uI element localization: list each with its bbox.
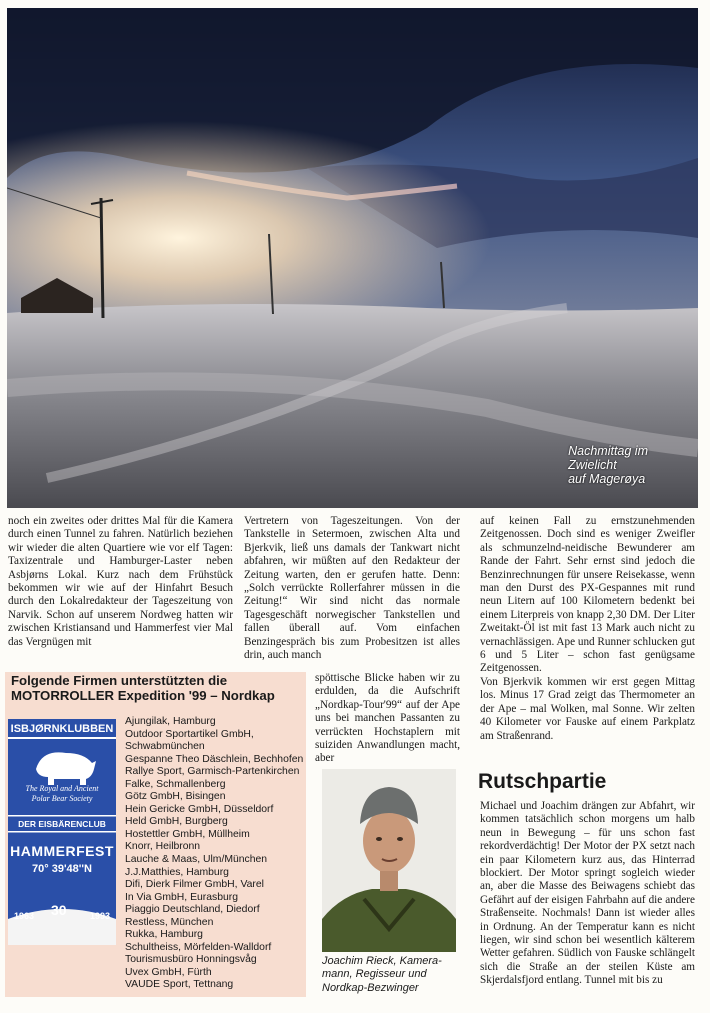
club-coordinates: 70° 39'48''N <box>32 863 92 875</box>
article-text: Vertretern von Tageszeitungen. Von der Tankstelle in Setermoen, zwischen Alta und Bjerkvik, ließ uns damals der Tankwart nicht abfahren, wir müßten auf den Redakteur der Zeitung warten, den er gerufen hatte. Denn: „Solch verrückte Rollerfahrer müssen in die Zeitung!“ Wir sind nicht das normale Tagesgeschäft norwegischer Tankstellen und fallen überall auf. Vom einfachen Benzingespräch bis zum Probesitzen ist alles drin, auch manch <box>244 515 460 662</box>
club-german-name: DER EISBÄRENCLUB <box>18 819 106 829</box>
sponsor-item: Schwabmünchen <box>125 741 205 753</box>
hero-photo-illustration <box>7 8 698 508</box>
portrait-illustration <box>322 769 456 952</box>
portrait-photo <box>322 769 456 952</box>
club-anniversary: 30 <box>51 902 67 918</box>
sponsor-item: VAUDE Sport, Tettnang <box>125 979 234 991</box>
club-logo <box>8 719 116 945</box>
sponsor-item: Rallye Sport, Garmisch-Partenkirchen <box>125 766 300 778</box>
portrait-caption: Joachim Rieck, Kamera- mann, Regisseur und Nordkap-Bezwinger <box>322 955 442 994</box>
sponsor-item: Held GmbH, Burgberg <box>125 816 228 828</box>
article-column-1 <box>8 515 233 649</box>
sponsor-item: Rukka, Hamburg <box>125 929 203 941</box>
club-name: ISBJØRNKLUBBEN <box>10 723 114 735</box>
sponsor-item: Hostettler GmbH, Müllheim <box>125 828 250 840</box>
sponsor-item: Falke, Schmallenberg <box>125 778 226 790</box>
sponsor-list <box>125 716 310 992</box>
section-heading: Rutschpartie <box>478 770 607 793</box>
sponsor-item: J.J.Matthies, Hamburg <box>125 866 229 878</box>
club-year-start: 1963 <box>14 911 35 921</box>
sponsor-item: Hein Gericke GmbH, Düsseldorf <box>125 803 274 815</box>
article-text: Michael und Joachim drängen zur Abfahrt, wir kommen tatsächlich schon morgens um halb neun in Bewegung – für uns schon fast rekordverdächtig! Der Motor der PX setzt nach ein paar Kilometern kurz aus, das Hinterrad blockiert. Der Motor springt sogleich wieder an, aber die Masse des Beiwagens schiebt das Gefährt auf der eisigen Fahrbahn auf die andere Straßenseite. Nochmals! Dann ist wieder alles in Ordnung. An der Temperatur kann es nicht liegen, wir sind schon bei wesentlich kälterem Wetter gefahren. Südlich von Fauske schlängelt sich die Straße an der steilen Küste am Skjerdalsfjord entlang. Tunnel mit bis zu <box>480 800 695 987</box>
sponsor-item: Tourismusbüro Honningsvåg <box>125 954 257 966</box>
sponsor-item: Götz GmbH, Bisingen <box>125 791 226 803</box>
sponsor-box <box>5 672 306 997</box>
hero-photo <box>7 8 698 508</box>
article-column-3 <box>480 515 695 743</box>
club-town: HAMMERFEST <box>10 843 114 859</box>
article-text: auf keinen Fall zu ernstzunehmenden Zeitgenossen. Doch sind es weniger Zweifler als schmunzelnd-neidische Bewunderer am Rande der Fahrt. Sehr ernst sind jedoch die Benzinrechnungen für unsere Reisekasse, wenn man den Durst des PX-Gespannes mit rund neun Litern auf 100 Kilometern bedenkt bei einem Literpreis von knapp 2,30 DM. Der Liter Zweitakt-Öl ist mit fast 13 Mark auch nicht zu vernachlässigen. Ape und Runner schlucken gut 6 und 5 Liter – schon fast genügsame Zeitgenossen. <box>480 515 695 675</box>
sponsor-item: Restless, München <box>125 916 214 928</box>
article-text: spöttische Blicke haben wir zu erdulden, da die Aufschrift „Nordkap-Tour'99“ auf der Ape uns bei manchen Passanten zu verrückten Hochstaplern mit suiziden Anwandlungen macht, aber <box>315 672 460 765</box>
sponsor-item: Piaggio Deutschland, Diedorf <box>125 904 260 916</box>
sponsor-item: Schultheiss, Mörfelden-Walldorf <box>125 941 272 953</box>
club-motto: The Royal and Ancient Polar Bear Society <box>25 784 99 803</box>
photo-caption: Nachmittag im Zwielicht auf Magerøya <box>568 444 648 486</box>
article-text: noch ein zweites oder drittes Mal für die Kamera durch einen Tunnel zu fahren. Natürlich beziehen wir wieder die alten Quartiere wie vor elf Tagen: Taxizentrale und Hamburger-Laster neben Asbjørns Lokal. Kurz nach dem Frühstück bekommen wir wie auf der Hinfahrt Besuch durch den Lokalredakteur der Tageszeitung von Narvik. Schon auf unserem Nordweg hatten wir zwischen Kristiansand und Hammerfest vier Mal das Vergnügen mit <box>8 515 233 648</box>
article-column-2 <box>244 515 460 665</box>
sponsor-item: Knorr, Heilbronn <box>125 841 201 853</box>
sponsor-item: Uvex GmbH, Fürth <box>125 966 212 978</box>
sponsor-item: Difi, Dierk Filmer GmbH, Varel <box>125 879 264 891</box>
sponsor-item: In Via GmbH, Eurasburg <box>125 891 239 903</box>
club-year-end: 1993 <box>89 911 110 921</box>
article-column-3-continued <box>480 800 695 988</box>
sponsor-item: Outdoor Sportartikel GmbH, <box>125 728 254 740</box>
sponsor-item: Lauche & Maas, Ulm/München <box>125 854 268 866</box>
sponsor-title: Folgende Firmen unterstützten die MOTORROLLER Expedition '99 – Nordkap <box>11 673 275 703</box>
article-column-2-continued <box>315 672 460 766</box>
article-text: Von Bjerkvik kommen wir erst gegen Mittag los. Minus 17 Grad zeigt das Thermometer an der Ape – mal Wolken, mal Sonne. Wir zelten 40 Kilometer vor Fauske auf einem Parkplatz am Straßenrand. <box>480 675 695 742</box>
sponsor-item: Gespanne Theo Däschlein, Bechhofen <box>125 753 304 765</box>
sponsor-item: Ajungilak, Hamburg <box>125 716 216 727</box>
